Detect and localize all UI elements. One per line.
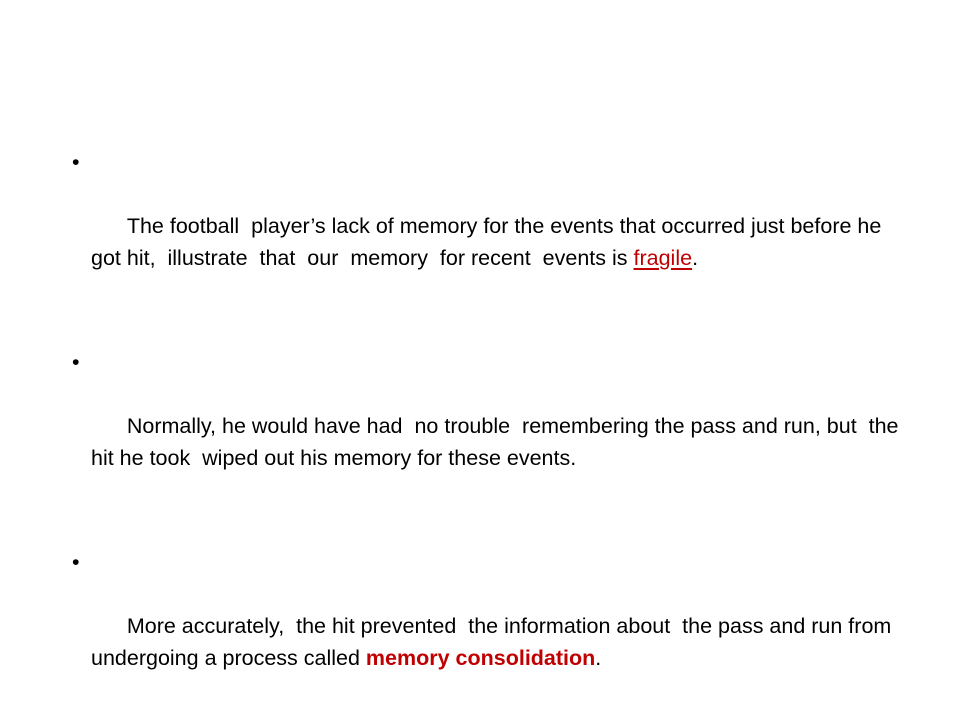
bullet-item-normally [70,346,905,506]
bullet-text: More accurately, the hit prevented the information about the pass and run from undergoing a process called [91,614,898,670]
bullet-text-end: . [595,646,602,670]
bullet-dot-icon: • [72,150,80,174]
bullet-item-fragile [70,146,900,306]
bullet-text: Normally, he would have had no trouble remembering the pass and run, but the hit he took wiped out his memory for these events. [91,414,905,470]
bullet-item-consolidation [70,546,900,706]
fragile-term: fragile [633,246,693,270]
bullet-dot-icon: • [72,550,80,574]
bullet-list [70,146,905,706]
bullet-dot-icon: • [72,350,80,374]
bullet-text: The football player’s lack of memory for the events that occurred just before he got hit, illustrate that our memory for recent events is [91,214,888,270]
memory-consolidation-term: memory consolidation [365,646,596,670]
bullet-text-end: . [692,246,699,270]
